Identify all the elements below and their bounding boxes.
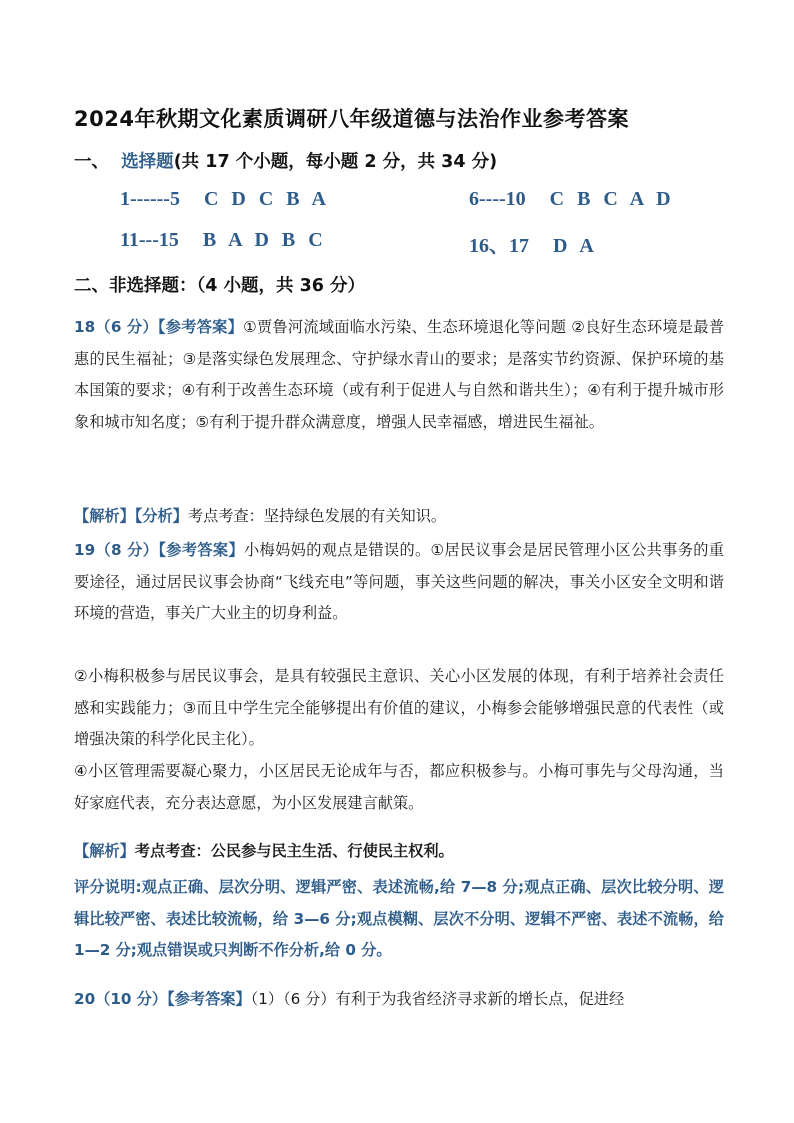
choice-range: 1------5 [120, 188, 180, 210]
section-choice-prefix: 一、 [74, 152, 109, 172]
q19-p1-text: 小梅妈妈的观点是错误的。①居民议事会是居民管理小区公共事务的重要途径，通过居民议事会协商“飞线充电”等问题，事关这些问题的解决，事关小区安全文明和谐环境的营造，事关广大业主的切身利益。 [74, 541, 724, 622]
section-nonchoice-heading: 二、非选择题：（4 小题，共 36 分） [74, 276, 366, 296]
choice-range: 6----10 [469, 188, 526, 210]
q18-label: 18（6 分）【参考答案】 [74, 318, 244, 336]
choice-answer-row [469, 188, 675, 211]
q18-analysis-text: 考点考查：坚持绿色发展的有关知识。 [187, 507, 447, 525]
section-choice-label: 选择题 [121, 152, 174, 172]
q19-answer-p3: ④小区管理需要凝心聚力，小区居民无论成年与否，都应积极参与。小梅可事先与父母沟通，当好家庭代表，充分表达意愿，为小区发展建言献策。 [74, 762, 724, 812]
q19-answer-p2: ②小梅积极参与居民议事会，是具有较强民主意识、关心小区发展的体现，有利于培养社会责任感和实践能力；③而且中学生完全能够提出有价值的建议，小梅参会能够增强民意的代表性（或增强决策的科学化民主化）。 [74, 667, 724, 748]
choice-answers: B A D B C [202, 229, 327, 251]
choice-answers: C D C B A [203, 188, 330, 210]
q18-text: ①贾鲁河流域面临水污染、生态环境退化等问题 ②良好生态环境是最普惠的民生福祉；③是落实绿色发展理念、守护绿水青山的要求；是落实节约资源、保护环境的基本国策的要求；④有利于改善生态环境（或有利于促进人与自然和谐共生）；④有利于提升城市形象和城市知名度；⑤有利于提升群众满意度，增强人民幸福感，增进民生福祉。 [74, 318, 725, 431]
section-choice-note: (共 17 个小题，每小题 2 分，共 34 分) [173, 152, 498, 172]
q18-analysis-label: 【解析】【分析】 [74, 507, 188, 525]
q19-analysis-label: 【解析】 [74, 842, 135, 860]
choice-range: 16、17 [469, 235, 529, 257]
q19-analysis-text: 考点考查：公民参与民主生活、行使民主权利。 [134, 842, 454, 860]
q20-sub: （1）（6 分） [250, 990, 336, 1008]
q20-answer [74, 984, 724, 1016]
q19-scoring-note: 评分说明:观点正确、层次分明、逻辑严密、表述流畅,给 7—8 分;观点正确、层次比较分明、逻辑比较严密、表述比较流畅，给 3—6 分;观点模糊、层次不分明、逻辑不严密、表述不流畅，给 1—2 分;观点错误或只判断不作分析,给 0 分。 [74, 878, 724, 959]
choice-answer-row [469, 229, 598, 258]
choice-answer-row [120, 229, 327, 252]
q18-analysis [74, 501, 724, 533]
choice-answer-row [120, 188, 330, 211]
section-choice-heading [74, 148, 497, 173]
q19-analysis [74, 836, 724, 868]
q19-label: 19（8 分）【参考答案】 [74, 541, 245, 559]
q20-text: 有利于为我省经济寻求新的增长点，促进经 [335, 990, 625, 1008]
q20-label: 20（10 分）【参考答案】 [74, 990, 251, 1008]
page-title: 2024年秋期文化素质调研八年级道德与法治作业参考答案 [74, 107, 629, 131]
q19-answer-p1 [74, 535, 724, 630]
choice-answers: D A [553, 235, 598, 257]
q18-answer [74, 312, 724, 438]
choice-range: 11---15 [120, 229, 179, 251]
choice-answers: C B C A D [549, 188, 675, 210]
